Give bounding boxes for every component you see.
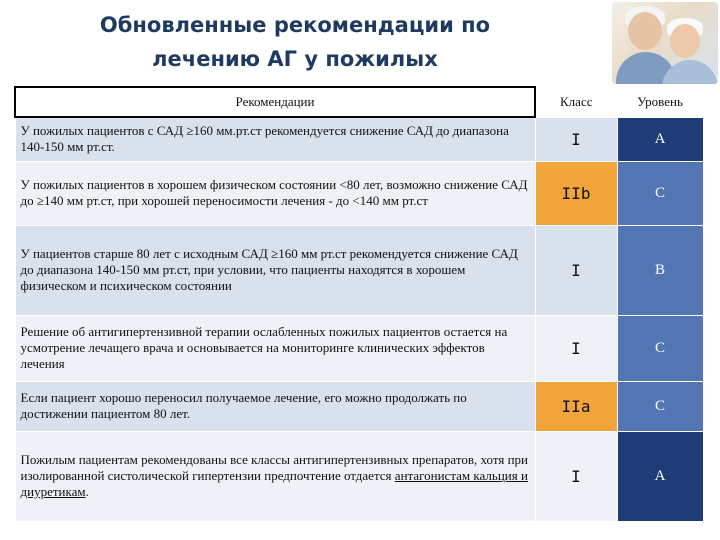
elderly-couple-photo <box>612 2 718 84</box>
header-level: Уровень <box>617 87 703 117</box>
recommendation-text <box>15 431 535 521</box>
class-cell: I <box>535 225 617 315</box>
recommendation-text-end: . <box>85 484 89 499</box>
level-cell: C <box>617 315 703 381</box>
level-cell: A <box>617 117 703 161</box>
recommendation-text: У пожилых пациентов с САД ≥160 мм.рт.ст рекомендуется снижение САД до диапазона 140-150 мм рт.ст. <box>15 117 535 161</box>
header-recommendations: Рекомендации <box>15 87 535 117</box>
recommendation-text: У пожилых пациентов в хорошем физическом состоянии <80 лет, возможно снижение САД до ≥140 мм рт.ст, при хорошей переносимости лечения - до <140 мм рт.ст <box>15 161 535 225</box>
class-cell: IIb <box>535 161 617 225</box>
recommendation-text: Если пациент хорошо переносил получаемое лечение, его можно продолжать по достижении пациентом 80 лет. <box>15 381 535 431</box>
underlined-drug-classes: антагонистам кальция и диуретикам <box>20 468 528 499</box>
table-row <box>15 161 703 225</box>
level-cell: C <box>617 381 703 431</box>
table-row <box>15 117 703 161</box>
class-cell: I <box>535 431 617 521</box>
table-header-row <box>15 87 703 117</box>
level-cell: A <box>617 431 703 521</box>
recommendation-text: У пациентов старше 80 лет с исходным САД ≥160 мм рт.ст рекомендуется снижение САД до диапазона 140-150 мм рт.ст, при условии, что пациенты находятся в хорошем физическом и психическом состоянии <box>15 225 535 315</box>
class-cell: I <box>535 315 617 381</box>
recommendation-text-part: Пожилым пациентам рекомендованы все классы антигипертензивных препаратов, хотя при изолированной систолической гипертензии предпочтение отдается <box>20 452 529 483</box>
header-class: Класс <box>535 87 617 117</box>
class-cell: I <box>535 117 617 161</box>
table-row <box>15 315 703 381</box>
table-row <box>15 225 703 315</box>
recommendations-table <box>14 86 704 522</box>
class-cell: IIa <box>535 381 617 431</box>
level-cell: B <box>617 225 703 315</box>
page-title: Обновленные рекомендации по лечению АГ у пожилых <box>99 13 491 71</box>
recommendation-text: Решение об антигипертензивной терапии ослабленных пожилых пациентов остается на усмотрение лечащего врача и основывается на мониторинге клинических эффектов лечения <box>15 315 535 381</box>
table-row <box>15 381 703 431</box>
table-row <box>15 431 703 521</box>
level-cell: C <box>617 161 703 225</box>
